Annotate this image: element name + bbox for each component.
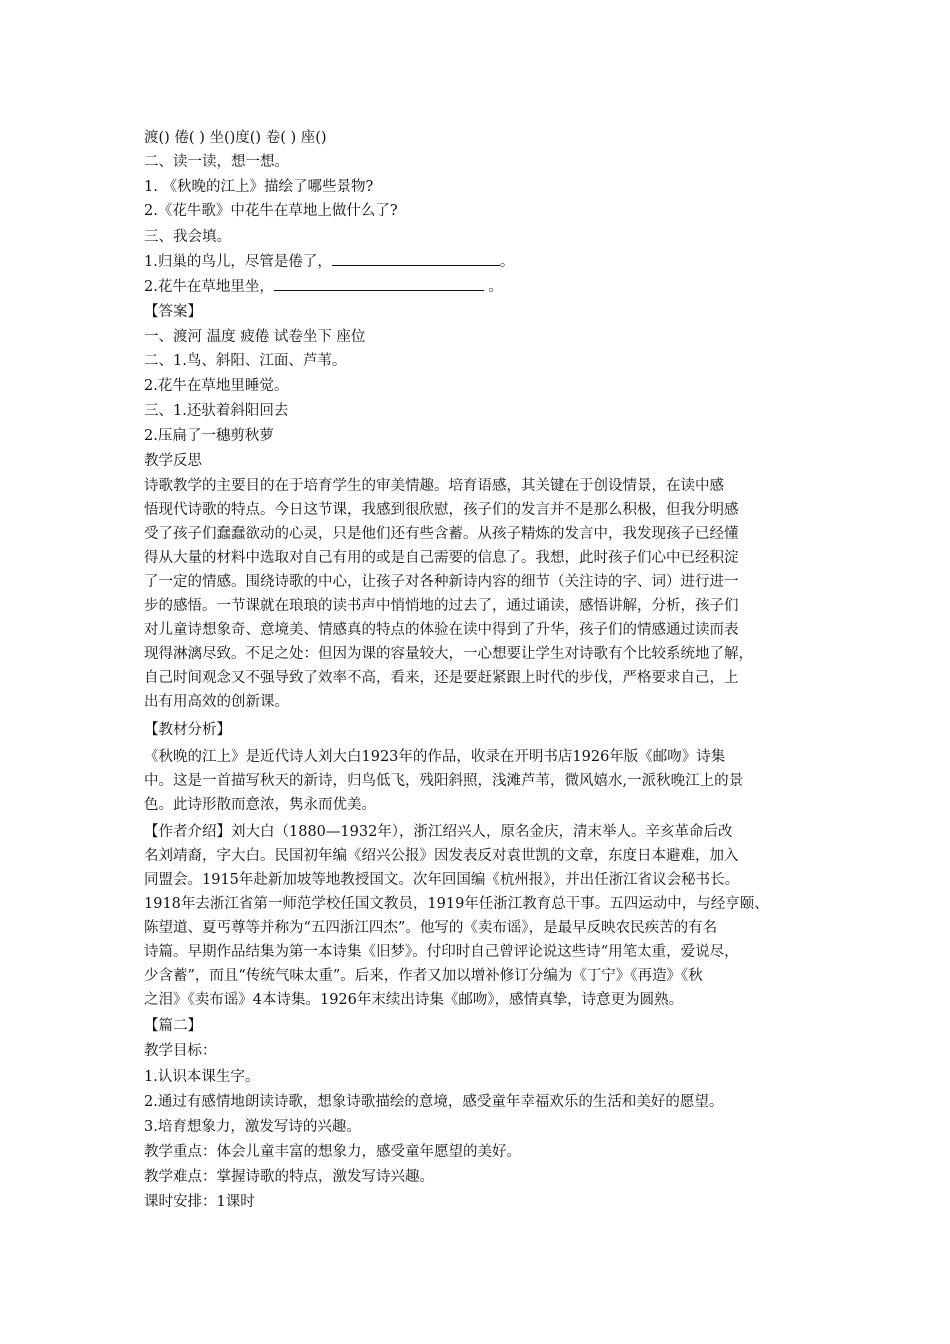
- analysis-heading: 【教材分析】: [144, 722, 231, 738]
- paragraph-line: 步的感悟。一节课就在琅琅的读书声中悄悄地的过去了，通过诵读，感悟讲解，分析，孩子们: [144, 598, 739, 614]
- answer-line: 一、渡河 温度 疲倦 试卷坐下 座位: [144, 329, 366, 345]
- paragraph-line: 诗歌教学的主要目的在于培育学生的审美情趣。培育语感，其关键在于创设情景，在读中感: [144, 478, 724, 494]
- reflection-heading: 教学反思: [144, 453, 202, 469]
- section-heading-read: 二、读一读，想一想。: [144, 154, 289, 170]
- fill-blank-2-suffix: 。: [483, 279, 503, 295]
- paragraph-line: 陈望道、夏丐尊等并称为“五四浙江四杰”。他写的《卖布谣》，是最早反映农民疾苦的有名: [144, 920, 718, 936]
- word-group-line: 渡() 倦( ) 坐()度() 卷( ) 座(): [144, 130, 327, 146]
- paragraph-line: 出有用高效的创新课。: [144, 694, 289, 710]
- paragraph-line: 现得淋漓尽致。不足之处：但因为课的容量较大，一心想要让学生对诗歌有个比较系统地了解，: [144, 646, 753, 662]
- paragraph-line: 色。此诗形散而意浓，隽永而优美。: [144, 797, 376, 813]
- answer-line: 三、1.还驮着斜阳回去: [144, 403, 289, 419]
- section-heading-fill: 三、我会填。: [144, 229, 231, 245]
- key-point: 教学重点：体会儿童丰富的想象力，感受童年愿望的美好。: [144, 1144, 521, 1160]
- schedule: 课时安排：1课时: [144, 1194, 255, 1210]
- difficult-point: 教学难点：掌握诗歌的特点，激发写诗兴趣。: [144, 1169, 434, 1185]
- paragraph-line: 诗篇。早期作品结集为第一本诗集《旧梦》。付印时自己曾评论说这些诗“用笔太重，爱说尽，: [144, 944, 739, 960]
- paragraph-line: 《秋晚的江上》是近代诗人刘大白1923年的作品，收录在开明书店1926年版《邮吻》诗集: [144, 749, 726, 765]
- paragraph-line: 少含蓄”，而且“传统气味太重”。后来，作者又加以增补修订分编为《丁宁》《再造》《秋: [144, 968, 703, 984]
- paragraph-line: 同盟会。1915年赴新加坡等地教授国文。次年回国编《杭州报》，并出任浙江省议会秘书长。: [144, 872, 740, 888]
- answer-line: 二、1.鸟、斜阳、江面、芦苇。: [144, 353, 347, 369]
- paragraph-line: 名刘靖裔，字大白。民国初年编《绍兴公报》因发表反对袁世凯的文章，东度日本避难，加入: [144, 848, 739, 864]
- goals-heading: 教学目标：: [144, 1043, 217, 1059]
- answer-line: 2.花牛在草地里睡觉。: [144, 378, 289, 394]
- goal-item: 3.培育想象力，激发写诗的兴趣。: [144, 1119, 361, 1135]
- answer-line: 2.压扁了一穗剪秋萝: [144, 428, 274, 444]
- paragraph-line: 受了孩子们蠢蠢欲动的心灵，只是他们还有些含蓄。从孩子精炼的发言中，我发现孩子已经懂: [144, 526, 739, 542]
- blank-line: [332, 251, 500, 266]
- paragraph-line: 1918年去浙江省第一师范学校任国文教员，1919年任浙江教育总干事。五四运动中，与经亨颐、: [144, 896, 769, 912]
- goal-item: 2.通过有感情地朗读诗歌，想象诗歌描绘的意境，感受童年幸福欢乐的生活和美好的愿望。: [144, 1094, 724, 1110]
- paragraph-line: 自己时间观念又不强导致了效率不高，看来，还是要赶紧跟上时代的步伐，严格要求自己，上: [144, 670, 739, 686]
- question-1: 1. 《秋晚的江上》描绘了哪些景物?: [144, 179, 374, 195]
- analysis-paragraph: [144, 745, 804, 817]
- paragraph-line: 对儿童诗想象奇、意境美、情感真的特点的体验在读中得到了升华，孩子们的情感通过读而表: [144, 622, 739, 638]
- goal-item: 1.认识本课生字。: [144, 1069, 260, 1085]
- paragraph-line: 了一定的情感。围绕诗歌的中心，让孩子对各种新诗内容的细节（关注诗的字、词）进行进一: [144, 574, 739, 590]
- answer-heading: 【答案】: [144, 304, 202, 320]
- fill-blank-2: [144, 276, 503, 298]
- paragraph-line: 中。这是一首描写秋天的新诗，归鸟低飞，残阳斜照，浅滩芦苇，微风嬉水,一派秋晚江上的景: [144, 773, 744, 789]
- fill-blank-1-prefix: 1.归巢的鸟儿，尽管是倦了，: [144, 254, 332, 270]
- fill-blank-1: [144, 251, 514, 273]
- fill-blank-2-prefix: 2.花牛在草地里坐，: [144, 279, 274, 295]
- question-2: 2.《花牛歌》中花牛在草地上做什么了?: [144, 203, 398, 219]
- fill-blank-1-suffix: 。: [499, 254, 515, 270]
- blank-line: [274, 276, 484, 291]
- paragraph-line: 悟现代诗歌的特点。今日这节课，我感到很欣慰，孩子们的发言并不是那么积极，但我分明感: [144, 502, 739, 518]
- paragraph-line: 【作者介绍】刘大白（1880—1932年），浙江绍兴人，原名金庆，清末举人。辛亥革命后改: [144, 824, 733, 840]
- part2-heading: 【篇二】: [144, 1018, 202, 1034]
- paragraph-line: 之泪》《卖布谣》4本诗集。1926年末续出诗集《邮吻》，感情真挚，诗意更为圆熟。: [144, 992, 684, 1008]
- paragraph-line: 得从大量的材料中选取对自己有用的或是自己需要的信息了。我想，此时孩子们心中已经积淀: [144, 550, 739, 566]
- author-paragraph: [144, 820, 804, 1012]
- reflection-paragraph: [144, 474, 804, 714]
